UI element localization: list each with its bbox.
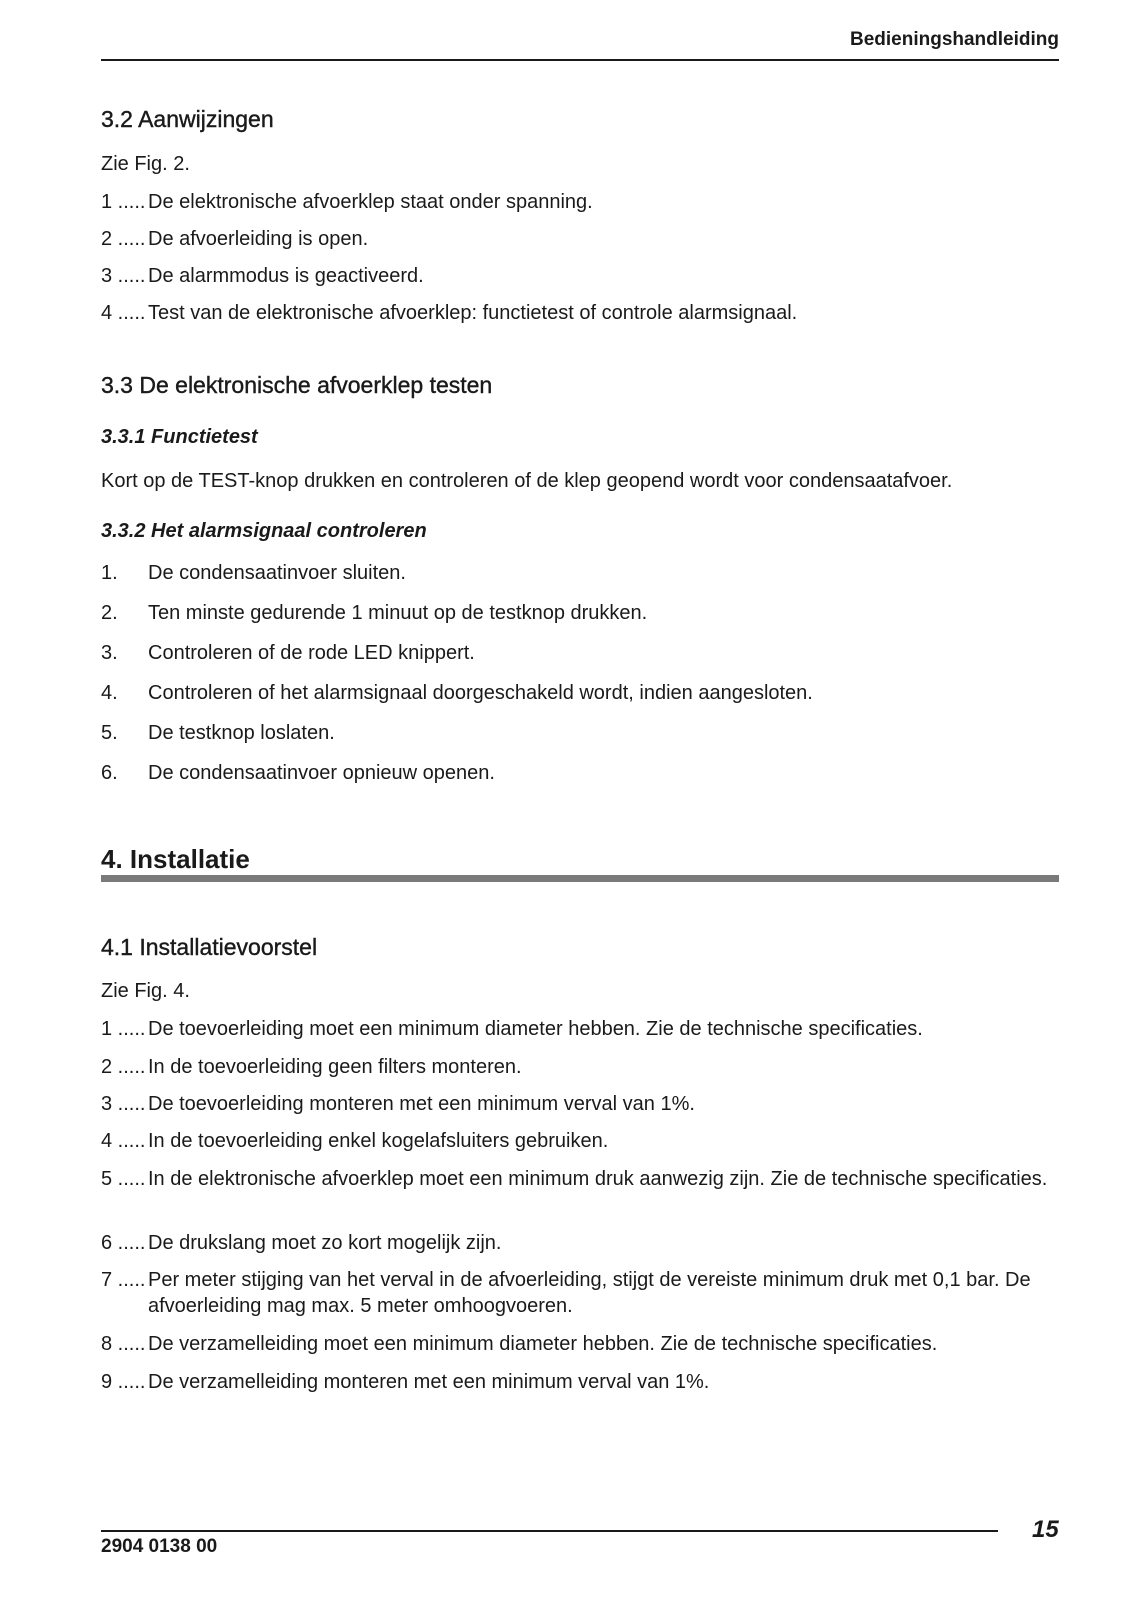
list-item-number: 9 ..... xyxy=(101,1371,146,1393)
paragraph-functietest: Kort op de TEST-knop drukken en controleren of de klep geopend wordt voor condensaatafvoer. xyxy=(101,470,953,492)
list-item xyxy=(101,760,1059,786)
list-item-number: 3 ..... xyxy=(101,265,146,287)
list-item xyxy=(101,226,1059,252)
section-heading-4-1: 4.1 Installatievoorstel xyxy=(101,934,318,960)
list-item xyxy=(101,1369,1059,1395)
list-item-number: 1 ..... xyxy=(101,191,146,213)
subsection-heading-3-3-1: 3.3.1 Functietest xyxy=(101,426,258,448)
list-item-text: Ten minste gedurende 1 minuut op de testknop drukken. xyxy=(148,602,648,624)
list-item xyxy=(101,263,1059,289)
list-item xyxy=(101,680,1059,706)
list-item-number: 2 ..... xyxy=(101,1056,146,1078)
list-item-number: 1. xyxy=(101,562,118,584)
list-item xyxy=(101,1230,1059,1256)
list-item-text: De condensaatinvoer sluiten. xyxy=(148,562,406,584)
subsection-heading-3-3-2: 3.3.2 Het alarmsignaal controleren xyxy=(101,520,427,542)
running-header-title: Bedieningshandleiding xyxy=(849,29,1059,50)
header-divider xyxy=(101,59,1059,61)
list-item xyxy=(101,1166,1059,1192)
list-item-text: De verzamelleiding moet een minimum diameter hebben. Zie de technische specificaties. xyxy=(148,1333,938,1355)
list-item-text: Controleren of het alarmsignaal doorgeschakeld wordt, indien aangesloten. xyxy=(148,682,813,704)
list-item-number: 4 ..... xyxy=(101,302,146,324)
list-item xyxy=(101,640,1059,666)
list-item-text: In de elektronische afvoerklep moet een minimum druk aanwezig zijn. Zie de technische specificaties. xyxy=(148,1168,1048,1190)
list-item xyxy=(101,1054,1059,1080)
list-item xyxy=(101,600,1059,626)
list-item-text: Test van de elektronische afvoerklep: functietest of controle alarmsignaal. xyxy=(148,302,798,324)
document-code: 2904 0138 00 xyxy=(101,1536,218,1557)
list-item xyxy=(101,560,1059,586)
list-item-number: 2 ..... xyxy=(101,228,146,250)
list-item-number: 7 ..... xyxy=(101,1269,146,1291)
list-item xyxy=(101,189,1059,215)
list-item-number: 2. xyxy=(101,602,118,624)
list-item-text: De condensaatinvoer opnieuw openen. xyxy=(148,762,495,784)
list-item-text: Controleren of de rode LED knippert. xyxy=(148,642,475,664)
list-item-text: De testknop loslaten. xyxy=(148,722,335,744)
list-item xyxy=(101,1016,1059,1042)
list-item-text: In de toevoerleiding enkel kogelafsluiters gebruiken. xyxy=(148,1130,609,1152)
list-item-number: 3. xyxy=(101,642,118,664)
section-heading-3-2: 3.2 Aanwijzingen xyxy=(101,106,274,132)
list-item-number: 6. xyxy=(101,762,118,784)
figure-reference: Zie Fig. 2. xyxy=(101,153,190,175)
list-item-text: De elektronische afvoerklep staat onder spanning. xyxy=(148,191,593,213)
section-heading-3-3: 3.3 De elektronische afvoerklep testen xyxy=(101,372,493,398)
list-item-number: 5. xyxy=(101,722,118,744)
list-item-number: 1 ..... xyxy=(101,1018,146,1040)
page-number: 15 xyxy=(1032,1516,1059,1543)
list-item-text: De toevoerleiding monteren met een minimum verval van 1%. xyxy=(148,1093,695,1115)
list-item-text: De afvoerleiding is open. xyxy=(148,228,369,250)
figure-reference: Zie Fig. 4. xyxy=(101,980,190,1002)
list-item xyxy=(101,1091,1059,1117)
list-item-number: 5 ..... xyxy=(101,1168,146,1190)
list-item-text: De drukslang moet zo kort mogelijk zijn. xyxy=(148,1232,502,1254)
list-item xyxy=(101,1267,1059,1319)
list-item-text: De toevoerleiding moet een minimum diameter hebben. Zie de technische specificaties. xyxy=(148,1018,923,1040)
list-item-number: 8 ..... xyxy=(101,1333,146,1355)
list-item-text: De verzamelleiding monteren met een minimum verval van 1%. xyxy=(148,1371,710,1393)
list-item-number: 6 ..... xyxy=(101,1232,146,1254)
list-item xyxy=(101,1128,1059,1154)
list-item-number: 4 ..... xyxy=(101,1130,146,1152)
list-item-text: Per meter stijging van het verval in de afvoerleiding, stijgt de vereiste minimum druk met 0,1 bar. De afvoerleiding mag max. 5 meter omhoogvoeren. xyxy=(148,1269,1031,1317)
list-item-text: De alarmmodus is geactiveerd. xyxy=(148,265,424,287)
list-item xyxy=(101,720,1059,746)
list-item-number: 4. xyxy=(101,682,118,704)
footer-divider xyxy=(101,1530,998,1532)
chapter-heading-4: 4. Installatie xyxy=(101,844,250,874)
list-item xyxy=(101,300,1059,326)
list-item-number: 3 ..... xyxy=(101,1093,146,1115)
list-item-text: In de toevoerleiding geen filters monteren. xyxy=(148,1056,522,1078)
chapter-divider xyxy=(101,875,1059,882)
list-item xyxy=(101,1331,1059,1357)
